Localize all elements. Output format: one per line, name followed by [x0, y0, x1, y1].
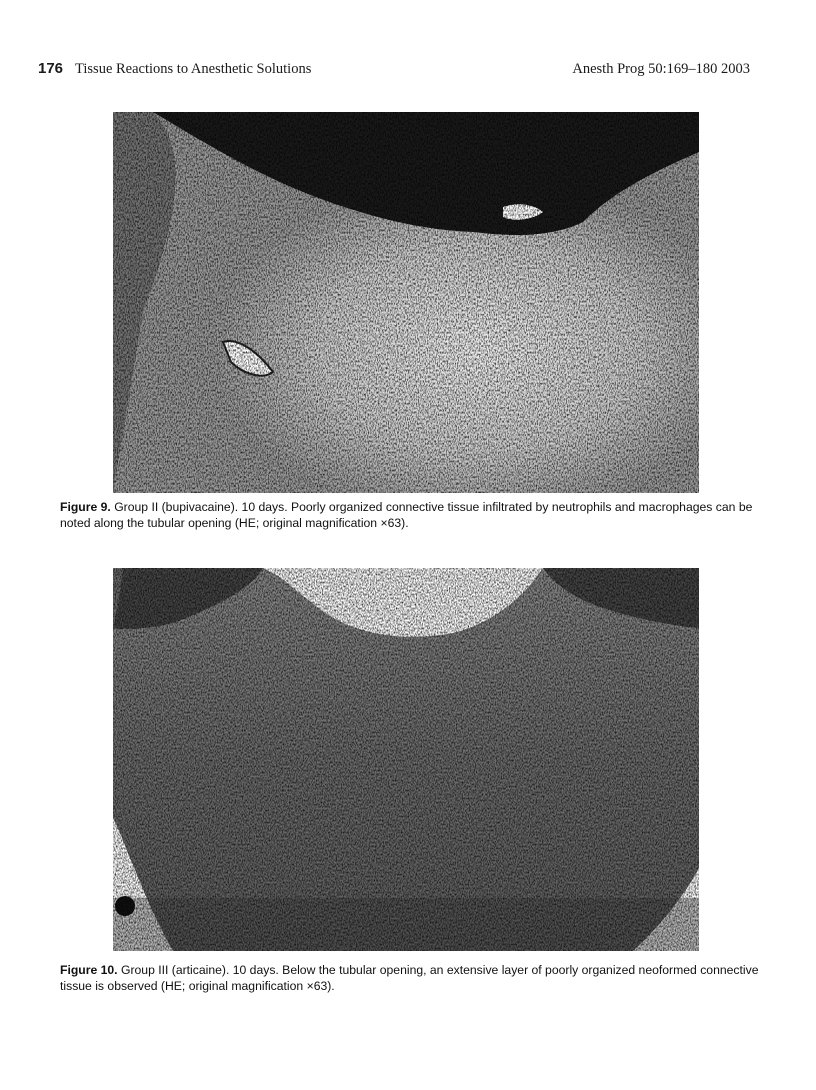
figure-9-micrograph: [113, 112, 699, 493]
figure-9-caption: [60, 499, 760, 531]
running-header: [38, 60, 750, 80]
journal-citation: Anesth Prog 50:169–180 2003: [572, 61, 750, 77]
figure-10-caption: [60, 962, 760, 994]
micrograph-image: [113, 112, 699, 493]
figure-9-label: Figure 9.: [60, 500, 111, 514]
running-header-left: [38, 60, 311, 78]
figure-10-label: Figure 10.: [60, 963, 118, 977]
figure-10-micrograph: [113, 568, 699, 951]
running-title: Tissue Reactions to Anesthetic Solutions: [75, 61, 312, 77]
figure-10-caption-text: Group III (articaine). 10 days. Below the tubular opening, an extensive layer of poorly organized neoformed connective tissue is observed (HE; original magnification ×63).: [60, 963, 759, 993]
page-number: 176: [38, 60, 64, 77]
figure-9-caption-text: Group II (bupivacaine). 10 days. Poorly organized connective tissue infiltrated by neutrophils and macrophages can be noted along the tubular opening (HE; original magnification ×63).: [60, 500, 753, 530]
micrograph-image: [113, 568, 699, 951]
